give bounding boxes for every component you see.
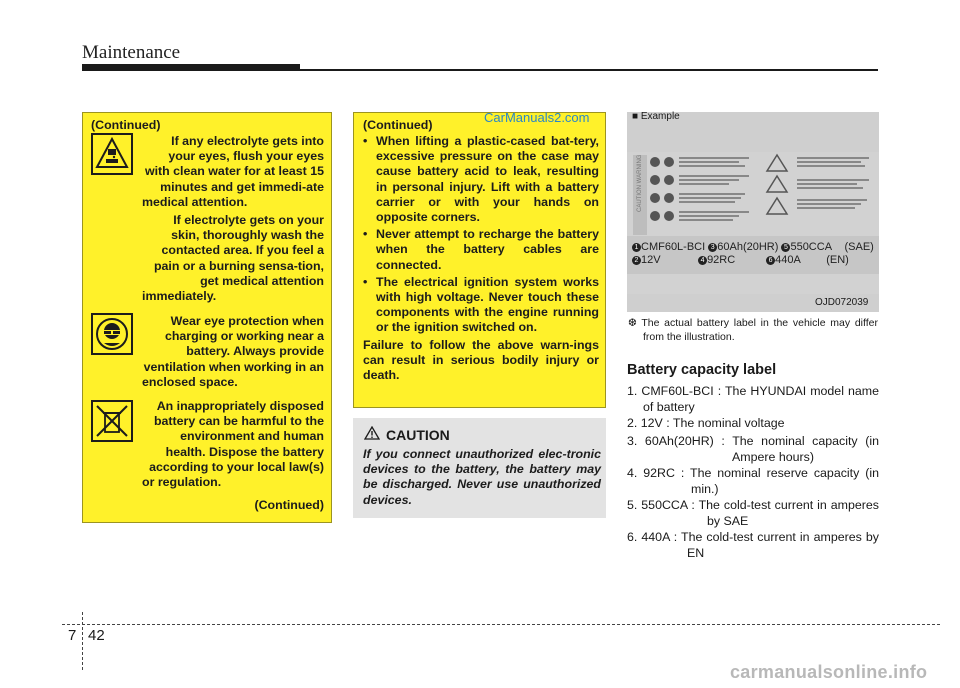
capacity-item-text: 3. 60Ah(20HR) : The nominal capacity (in Ampere hours) [627, 434, 879, 464]
label-number-badge: 2 [632, 256, 641, 265]
caution-body: If you connect unauthorized elec-tronic devices to the battery, the battery may be discharged. Never use unauthorized devices. [363, 447, 601, 507]
capacity-item-5 [627, 498, 879, 529]
footer-dashed-divider [82, 612, 83, 670]
left-panel-para1: If any electrolyte gets into your eyes, flush your eyes with clean water for at least 15 minutes and get immedi-ate medical attention. [142, 134, 324, 209]
header-rule-thin [300, 69, 878, 71]
label-row-2 [632, 254, 878, 266]
label-value: CMF60L-BCI [641, 241, 706, 253]
left-panel-footer: (Continued) [254, 498, 324, 512]
left-panel-para2: If electrolyte gets on your skin, thoroughly wash the contacted area. If you feel a pain or a burning sensa-tion, get medical attention immediately. [142, 213, 324, 304]
chapter-number: 7 [68, 627, 77, 644]
mid-panel-bullet [363, 275, 599, 336]
label-number-badge: 1 [632, 243, 641, 252]
watermark-carmanuals: CarManuals2.com [484, 110, 590, 125]
left-panel-para4: An inappropriately disposed battery can be harmful to the environment and human health. Dispose the battery according to your local law(s) or regulation. [142, 399, 324, 490]
eye-protection-icon [91, 313, 133, 355]
svg-text:CAUTION WARNING: CAUTION WARNING [637, 154, 643, 212]
figure-example-caption: ■ Example [632, 111, 680, 122]
capacity-item-text: 4. 92RC : The nominal reserve capacity (in min.) [627, 466, 879, 496]
mid-panel-heading: (Continued) [363, 118, 433, 132]
label-value: 12V [641, 254, 661, 266]
label-row-1 [632, 241, 878, 253]
capacity-item-4 [627, 466, 879, 497]
label-value: 60Ah(20HR) [717, 241, 779, 253]
page-number: 42 [88, 627, 105, 644]
bullet-dot: • [363, 274, 368, 289]
electrolyte-corrosive-icon [91, 133, 133, 175]
capacity-item-text: 2. 12V : The nominal voltage [627, 416, 785, 430]
mid-panel-bullet-text: When lifting a plastic-cased bat-tery, excessive pressure on the case may cause battery acid to leak, resulting in personal injury. Lift with a battery carrier or with your hands on opposite corners. [376, 134, 599, 225]
footer-dashed-rule [62, 624, 940, 625]
bullet-dot: • [363, 227, 368, 242]
mid-panel-bullet-text: Never attempt to recharge the battery when the battery cables are connected. [376, 227, 599, 272]
mid-panel-closing: Failure to follow the above warn-ings can result in serious bodily injury or death. [363, 337, 599, 383]
capacity-item-text: 5. 550CCA : The cold-test current in amperes by SAE [627, 498, 879, 528]
label-number-badge: 3 [708, 243, 717, 252]
capacity-item-6 [627, 530, 879, 561]
figure-note: ❆ The actual battery label in the vehicle may differ from the illustration. [628, 317, 878, 343]
left-panel-heading: (Continued) [91, 118, 161, 132]
page-header-title: Maintenance [82, 42, 181, 63]
capacity-section-heading: Battery capacity label [627, 362, 777, 378]
capacity-item-1 [627, 384, 879, 415]
capacity-item-text: 6. 440A : The cold-test current in amperes by EN [627, 530, 879, 560]
left-panel-para3: Wear eye protection when charging or working near a battery. Always provide ventilation when working in an enclosed space. [142, 314, 324, 389]
label-number-badge: 6 [766, 256, 775, 265]
capacity-item-3 [627, 434, 879, 465]
caution-triangle-icon [364, 426, 380, 445]
header-rule-thick [82, 64, 300, 71]
label-number-badge: 5 [781, 243, 790, 252]
battery-label-graphic [627, 152, 879, 294]
mid-panel-bullet-list [363, 134, 599, 383]
mid-panel-bullet-text: The electrical ignition system works with high voltage. Never touch these components with the engine running or the ignition switched on. [376, 274, 599, 335]
label-number-badge: 4 [698, 256, 707, 265]
crossed-bin-icon [91, 400, 133, 442]
mid-panel-bullet [363, 134, 599, 225]
label-value: 92RC [707, 254, 736, 266]
caution-title: CAUTION [386, 427, 450, 443]
capacity-item-2 [627, 416, 879, 432]
capacity-item-text: 1. CMF60L-BCI : The HYUNDAI model name of battery [627, 384, 879, 414]
mid-panel-bullet [363, 227, 599, 273]
label-value: (SAE) [844, 241, 874, 253]
label-value: 550CCA [790, 241, 832, 253]
label-value: 440A [775, 254, 801, 266]
watermark-carmanualsonline: carmanualsonline.info [730, 662, 928, 682]
label-value: (EN) [826, 254, 849, 266]
bullet-dot: • [363, 134, 368, 148]
figure-code: OJD072039 [815, 297, 869, 308]
